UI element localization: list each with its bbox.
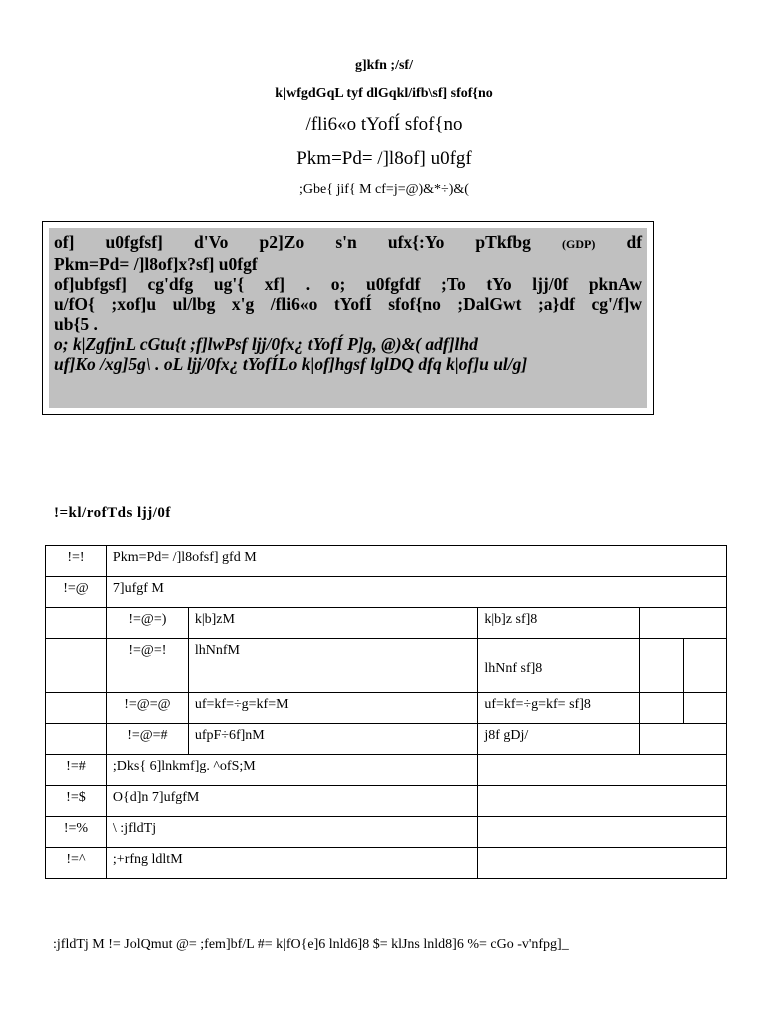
instruction-line-6: o; k|ZgfjnL cGtu{t ;f]lwPsf ljj/0fx¿ tYofÍ P]g, @)&( adf]lhd — [54, 334, 478, 354]
instruction-line-1: of] u0fgfsf] d'Vo p2]Zo s'n ufx{:Yo pTkfbg (GDP) df — [54, 232, 643, 252]
row-number: !=@=) — [106, 608, 188, 639]
field-label: O{d]n 7]ufgfM — [112, 790, 200, 805]
instruction-line-4: u/fO{ ;xof]u ul/lbg x'g /fli6«o tYofÍ sfof{no ;DalGwt ;a}df cg'/f]w — [54, 294, 642, 314]
row-number: !=% — [46, 817, 107, 848]
instruction-line-3: of]ubfgsf] cg'dfg ug'{ xf] . o; u0fgfdf ;To tYo ljj/0f pknAw — [54, 274, 642, 294]
contact-phone-field[interactable] — [106, 755, 477, 786]
contact-phone-input[interactable] — [478, 755, 727, 786]
row-number: !=! — [46, 546, 107, 577]
instruction-line-5: ub{5 . — [54, 314, 98, 334]
row-number: !=^ — [46, 848, 107, 879]
instruction-line-2: Pkm=Pd= /]l8of]x?sf] u0fgf — [54, 254, 258, 274]
table-row — [46, 577, 727, 608]
section-title: !=kl/rofTds ljj/0f — [54, 505, 171, 521]
municipality-field[interactable] — [188, 693, 477, 724]
row-number: !=# — [46, 755, 107, 786]
email-input[interactable] — [478, 786, 727, 817]
municipality-code-input-1[interactable] — [640, 693, 684, 724]
village-field[interactable] — [188, 724, 477, 755]
operation-date-input[interactable] — [478, 848, 727, 879]
row-number: !=@ — [46, 577, 107, 608]
table-row — [46, 639, 727, 693]
ownership-field[interactable] — [106, 817, 477, 848]
field-label: uf=kf=÷g=kf=M — [194, 697, 289, 712]
gdp-abbrev: (GDP) — [562, 237, 596, 251]
province-code-input[interactable] — [640, 608, 727, 639]
field-label: Pkm=Pd= /]l8ofsf] gfd M — [112, 550, 257, 565]
ward-number-input[interactable] — [640, 724, 727, 755]
district-code-input-1[interactable] — [640, 639, 684, 693]
row-number: !=$ — [46, 786, 107, 817]
office-name: k|wfgdGqL tyf dlGqkl/ifb\sf] sfof{no — [275, 86, 493, 101]
province-code-label: k|b]z sf]8 — [478, 608, 640, 639]
district-code-label: lhNnf sf]8 — [478, 639, 640, 693]
ownership-footnote: :jfldTj M != JolQmut @= ;fem]bf/L #= k|fO{e]6 lnld6]8 $= klJns lnld8]6 %= cGo -v'nfpg]_ — [53, 937, 569, 952]
table-row — [46, 755, 727, 786]
instruction-text — [49, 228, 647, 408]
district-field[interactable] — [188, 639, 477, 693]
table-row — [46, 693, 727, 724]
reference-year: ;Gbe{ jif{ M cf=j=@)&*÷)&( — [299, 182, 469, 197]
email-field[interactable] — [106, 786, 477, 817]
field-label: ufpF÷6f]nM — [194, 728, 265, 743]
field-label: ;+rfng ldltM — [112, 852, 183, 867]
table-row — [46, 848, 727, 879]
bureau-name: /fli6«o tYofÍ sfof{no — [305, 114, 463, 135]
field-label: ;Dks{ 6]lnkmf]g. ^ofS;M — [112, 759, 256, 774]
organization-name: g]kfn ;/sf/ — [355, 58, 413, 73]
table-row — [46, 546, 727, 577]
row-number: !=@=! — [106, 639, 188, 693]
survey-title: Pkm=Pd= /]l8of] u0fgf — [296, 148, 472, 169]
municipality-code-label: uf=kf=÷g=kf= sf]8 — [478, 693, 640, 724]
table-row — [46, 817, 727, 848]
field-label: lhNnfM — [194, 643, 240, 658]
instruction-box — [42, 221, 654, 415]
row-number: !=@=@ — [106, 693, 188, 724]
table-row — [46, 608, 727, 639]
ownership-input[interactable] — [478, 817, 727, 848]
table-row — [46, 724, 727, 755]
intro-form-table — [45, 545, 727, 879]
province-field[interactable] — [188, 608, 477, 639]
table-row — [46, 786, 727, 817]
instruction-line-7: uf]Ko /xg]5g\ . oL ljj/0fx¿ tYofÍLo k|of]hgsf lglDQ dfq k|of]u ul/g] — [54, 354, 528, 374]
field-label: \ :jfldTj — [112, 821, 157, 836]
operation-date-field[interactable] — [106, 848, 477, 879]
field-label: 7]ufgf M — [112, 581, 164, 596]
station-name-field[interactable] — [106, 546, 726, 577]
district-code-input-2[interactable] — [684, 639, 727, 693]
row-number: !=@=# — [106, 724, 188, 755]
address-field — [106, 577, 726, 608]
ward-number-label: j8f gDj/ — [478, 724, 640, 755]
field-label: k|b]zM — [194, 612, 235, 627]
municipality-code-input-2[interactable] — [684, 693, 727, 724]
